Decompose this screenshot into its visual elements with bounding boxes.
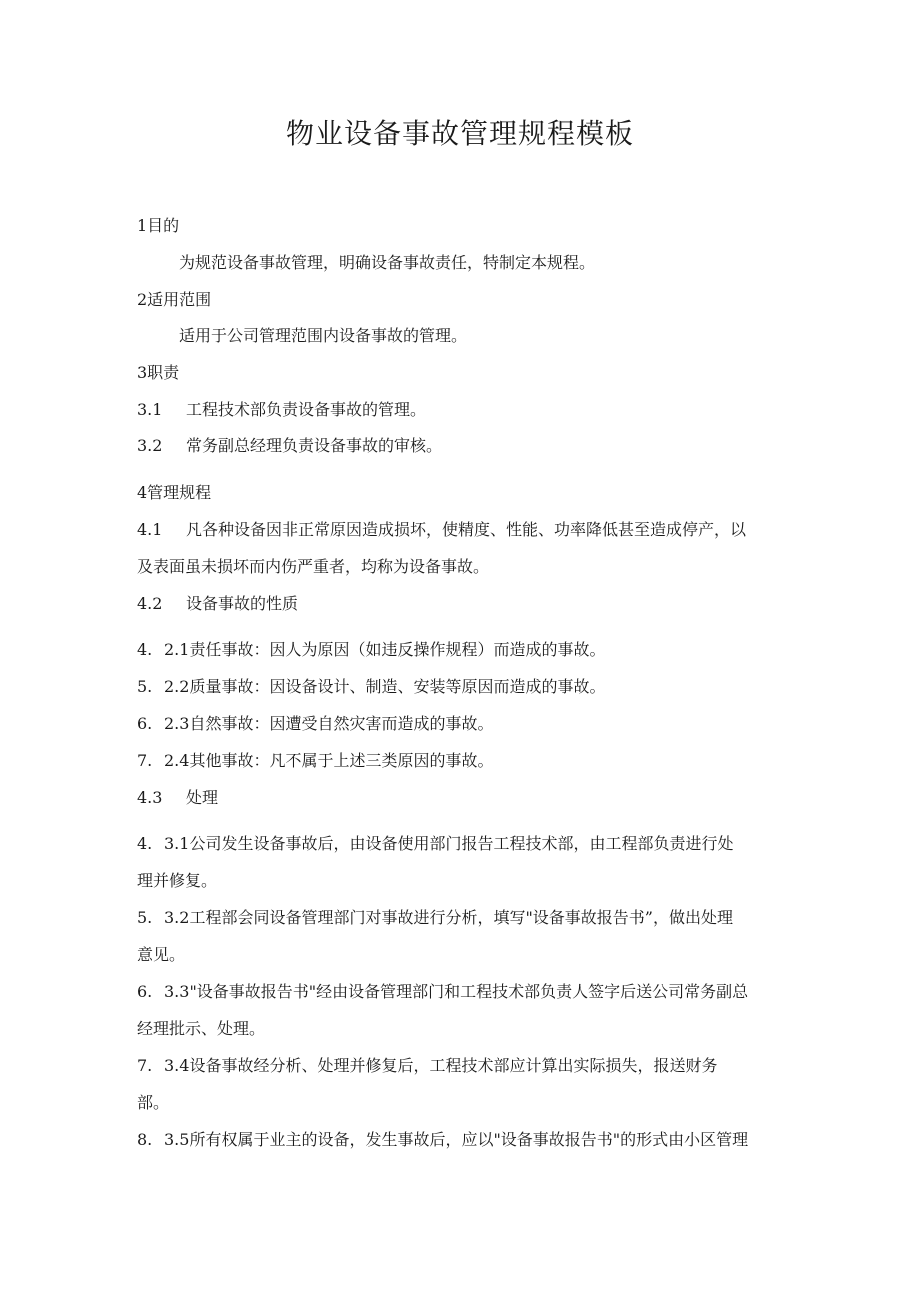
list-item (137, 675, 605, 699)
list-item-line-2: 意见。 (137, 945, 186, 964)
section-2-text: 适用于公司管理范围内设备事故的管理。 (179, 326, 468, 345)
list-item-line-2: 部。 (137, 1093, 170, 1112)
paragraph-4-3 (137, 786, 218, 810)
list-item (137, 749, 493, 773)
item-number: 4.1 (137, 520, 163, 539)
item-number: 7. (137, 751, 153, 770)
paragraph-4-1-line-2: 及表面虽未损坏而内伤严重者，均称为设备事故。 (137, 557, 490, 576)
section-2-heading: 2适用范围 (137, 290, 212, 309)
section-1-text: 为规范设备事故管理，明确设备事故责任，特制定本规程。 (179, 253, 596, 272)
list-item-line-1 (137, 1054, 717, 1078)
list-item-line-2: 经理批示、处理。 (137, 1019, 266, 1038)
item-text: 3.3"设备事故报告书"经由设备管理部门和工程技术部负责人签字后送公司常务副总 (164, 982, 749, 1001)
item-number: 6. (137, 982, 153, 1001)
item-number: 5. (137, 908, 153, 927)
list-item-line-2: 理并修复。 (137, 871, 218, 890)
section-4-heading: 4管理规程 (137, 483, 212, 502)
item-number: 4.3 (137, 788, 163, 807)
paragraph-4-2 (137, 592, 298, 616)
list-item-line-1 (137, 906, 733, 930)
item-number: 6. (137, 714, 153, 733)
section-3-item (137, 398, 426, 422)
item-number: 8. (137, 1130, 153, 1149)
item-text: 3.5所有权属于业主的设备，发生事故后，应以"设备事故报告书"的形式由小区管理 (164, 1130, 749, 1149)
section-1-heading: 1目的 (137, 216, 180, 235)
item-text: 3.1公司发生设备事故后，由设备使用部门报告工程技术部，由工程部负责进行处 (164, 834, 734, 853)
item-number: 7. (137, 1056, 153, 1075)
item-text: 2.1责任事故：因人为原因（如违反操作规程）而造成的事故。 (164, 640, 606, 659)
list-item-line-1 (137, 1128, 748, 1152)
list-item (137, 712, 493, 736)
item-text: 处理 (186, 788, 219, 807)
item-text: 2.3自然事故：因遭受自然灾害而造成的事故。 (164, 714, 494, 733)
list-item (137, 638, 605, 662)
item-number: 4. (137, 834, 153, 853)
item-text: 常务副总经理负责设备事故的审核。 (186, 436, 443, 455)
item-text: 工程技术部负责设备事故的管理。 (186, 400, 427, 419)
item-text: 3.2工程部会同设备管理部门对事故进行分析，填写"设备事故报告书”，做出处理 (164, 908, 733, 927)
item-text: 3.4设备事故经分析、处理并修复后，工程技术部应计算出实际损失，报送财务 (164, 1056, 718, 1075)
item-text: 凡各种设备因非正常原因造成损坏，使精度、性能、功率降低甚至造成停产，以 (186, 520, 747, 539)
list-item-line-1 (137, 832, 733, 856)
page-title: 物业设备事故管理规程模板 (285, 117, 634, 150)
item-text: 2.2质量事故：因设备设计、制造、安装等原因而造成的事故。 (164, 677, 606, 696)
section-3-item (137, 434, 442, 458)
item-number: 4. (137, 640, 153, 659)
item-text: 2.4其他事故：凡不属于上述三类原因的事故。 (164, 751, 494, 770)
list-item-line-1 (137, 980, 748, 1004)
paragraph-4-1-line-1 (137, 518, 746, 542)
item-number: 3.2 (137, 436, 163, 455)
item-text: 设备事故的性质 (186, 594, 299, 613)
item-number: 5. (137, 677, 153, 696)
section-3-heading: 3职责 (137, 363, 180, 382)
item-number: 4.2 (137, 594, 163, 613)
item-number: 3.1 (137, 400, 163, 419)
